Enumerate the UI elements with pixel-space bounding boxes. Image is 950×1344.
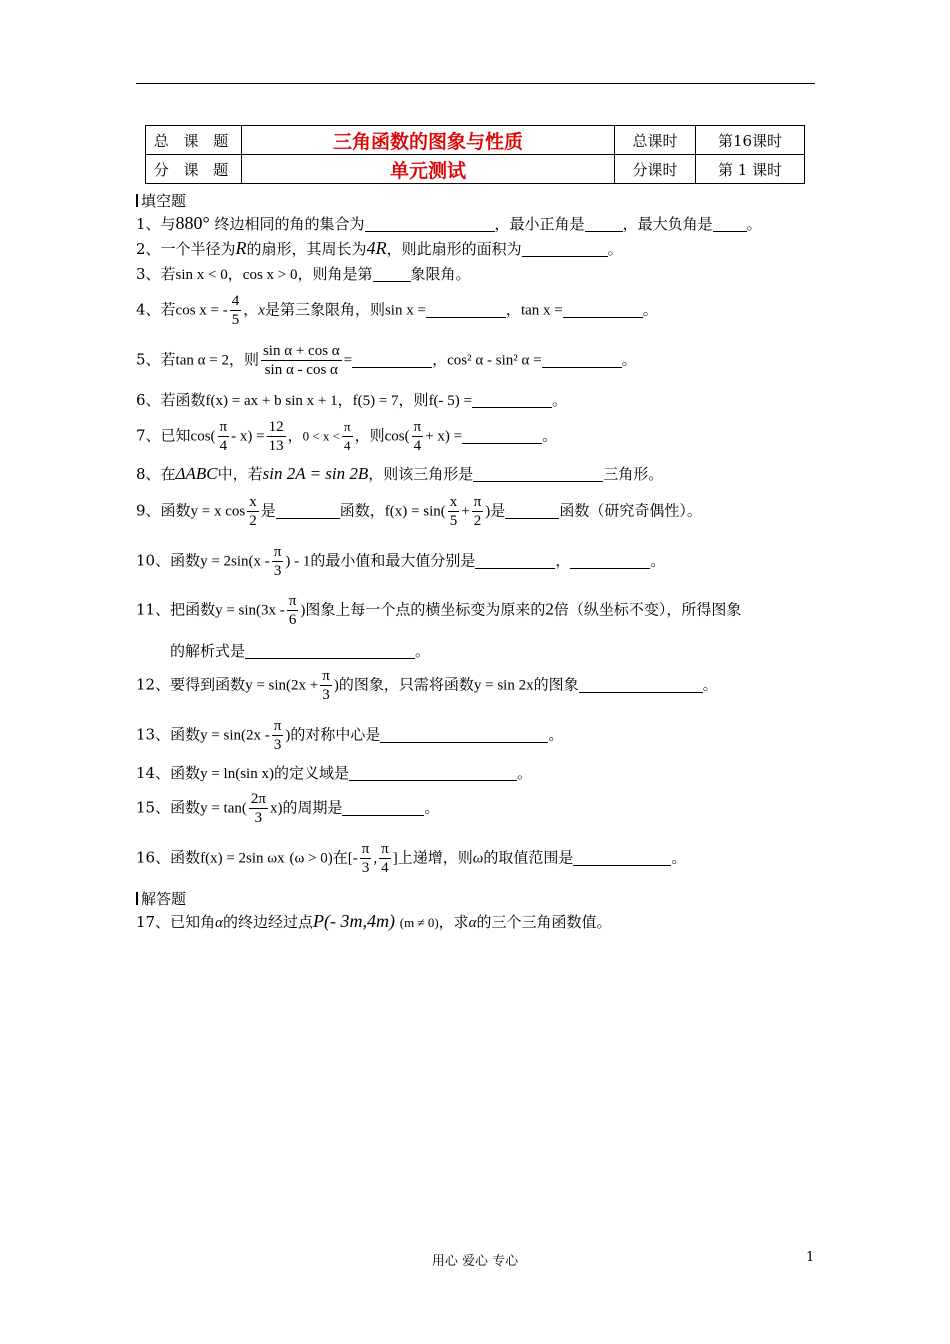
- question-text: 中，若: [217, 465, 263, 483]
- question-text: 。: [552, 391, 568, 409]
- question-text: 2: [249, 513, 257, 529]
- header-row-total: [146, 126, 805, 155]
- question-text: 3: [273, 563, 282, 579]
- question-text: 倍（纵坐标不变），所得图象: [553, 600, 742, 619]
- fraction: [360, 840, 372, 877]
- question-text: 13、函数: [136, 725, 201, 744]
- question-text: π: [473, 494, 482, 510]
- question-text: y = tan(: [200, 800, 247, 817]
- question-text: 。: [642, 300, 658, 319]
- question-text: 。: [516, 764, 532, 782]
- fraction: [230, 292, 242, 329]
- question-text: 4: [231, 293, 240, 309]
- question-text: 3、若: [136, 265, 176, 283]
- question-text: 7、已知: [136, 426, 191, 445]
- question-text: (m ≠ 0): [399, 915, 439, 930]
- question-10: [136, 543, 826, 580]
- question-text: 象限角。: [410, 265, 471, 283]
- question-text: 是第三象限角，则: [264, 300, 385, 319]
- question-text: sin 2A = sin 2B: [262, 464, 369, 483]
- question-text: f(5) = 7: [352, 393, 399, 409]
- answer-blank: [505, 503, 559, 519]
- question-5: [136, 342, 826, 379]
- question-14: [136, 762, 826, 783]
- question-text: x): [269, 800, 283, 817]
- question-text: f(- 5) =: [428, 393, 473, 409]
- question-text: 14、函数: [136, 764, 201, 782]
- question-text: ): [333, 677, 339, 694]
- answer-blank: [563, 302, 643, 318]
- question-text: 3: [361, 860, 370, 876]
- question-1: [136, 213, 826, 234]
- question-text: R: [235, 238, 247, 258]
- question-text: 12、要得到函数: [136, 675, 246, 694]
- question-text: 1、与: [136, 215, 176, 233]
- section-marker: [136, 892, 138, 905]
- question-text: 2: [545, 599, 554, 619]
- question-text: 的周期是: [282, 798, 343, 817]
- question-text: +: [461, 503, 470, 520]
- question-text: π: [288, 593, 297, 609]
- header-row-sub: [146, 155, 805, 184]
- question-text: ): [485, 503, 491, 520]
- question-text: 12: [268, 419, 284, 435]
- question-text: ): [300, 602, 306, 619]
- question-text: ，: [227, 265, 243, 283]
- answer-blank: [365, 216, 495, 232]
- question-text: 的图象，只需将函数: [338, 675, 474, 694]
- question-text: x: [449, 494, 458, 510]
- question-text: 的取值范围是: [483, 848, 574, 867]
- question-text: y = sin(2x -: [200, 727, 270, 744]
- question-text: π: [219, 419, 228, 435]
- question-text: 在: [332, 848, 348, 867]
- question-text: sin x < 0: [175, 267, 228, 283]
- question-text: 函数（研究奇偶性）。: [559, 501, 702, 520]
- question-text: 的最小值和最大值分别是: [310, 551, 476, 570]
- section-title: 填空题: [141, 192, 187, 210]
- question-text: f(x) = 2sin ωx: [200, 850, 285, 867]
- lesson-header-table: [145, 125, 805, 184]
- fraction: [249, 790, 268, 827]
- question-text: tan α = 2: [175, 352, 229, 369]
- question-text: 。: [702, 675, 718, 694]
- question-text: 是: [490, 501, 506, 520]
- question-text: 3: [322, 687, 330, 703]
- question-text: cos x = -: [175, 302, 228, 319]
- question-text: 5、若: [136, 350, 176, 369]
- answer-blank: [352, 352, 432, 368]
- question-2: [136, 238, 826, 259]
- total-hours-value: 第16课时: [696, 126, 805, 155]
- question-text: π: [273, 718, 282, 734]
- question-text: ，: [432, 350, 448, 369]
- question-text: 上递增，则: [397, 848, 473, 867]
- question-text: 的对称中心是: [290, 725, 381, 744]
- question-text: ω: [472, 850, 484, 867]
- question-text: =: [343, 352, 353, 369]
- question-text: 的图象: [533, 675, 579, 694]
- question-15: [136, 790, 826, 827]
- question-text: sin x =: [384, 302, 426, 319]
- question-text: 5: [449, 513, 458, 529]
- question-text: 。: [607, 240, 623, 258]
- label-sub-topic: 分 课 题: [146, 155, 242, 184]
- answer-blank: [426, 302, 506, 318]
- answer-blank: [472, 392, 552, 408]
- question-text: 的定义域是: [273, 764, 349, 782]
- question-16: [136, 840, 826, 877]
- question-text: 函数，: [339, 501, 385, 520]
- question-text: 6: [288, 612, 297, 628]
- question-text: 。: [548, 725, 564, 744]
- fraction: [247, 493, 259, 530]
- question-text: P(- 3m,4m): [312, 911, 395, 931]
- question-text: 三角形。: [603, 465, 664, 483]
- fraction: [379, 840, 391, 877]
- question-7: [136, 418, 826, 455]
- question-text: 13: [268, 438, 284, 454]
- question-text: 的终边经过点: [222, 913, 313, 931]
- question-text: ,: [373, 850, 378, 867]
- question-text: 的三个三角函数值。: [476, 913, 612, 931]
- fraction: [261, 342, 342, 379]
- question-text: (ω > 0): [289, 850, 333, 867]
- question-text: α: [215, 915, 223, 931]
- question-11: [136, 592, 826, 629]
- question-text: cos(: [384, 428, 410, 445]
- question-text: y = ln(sin x): [200, 766, 274, 782]
- section-answer: [136, 888, 186, 909]
- question-text: y = sin(3x -: [215, 602, 285, 619]
- question-text: 15、函数: [136, 798, 201, 817]
- fraction: [267, 418, 286, 455]
- fraction: [272, 543, 284, 580]
- question-text: 4: [381, 860, 389, 876]
- question-text: 。: [650, 551, 666, 570]
- question-text: 4、若: [136, 300, 176, 319]
- question-11-line-2: [170, 640, 860, 661]
- question-12: [136, 667, 826, 704]
- question-text: ，: [287, 426, 303, 445]
- question-text: 2π: [250, 791, 266, 807]
- question-text: ，则: [228, 350, 259, 369]
- section-marker: [136, 194, 138, 207]
- answer-blank: [473, 466, 603, 482]
- top-rule: [136, 83, 815, 84]
- question-text: ，求: [438, 913, 469, 931]
- answer-blank: [373, 266, 411, 282]
- fraction: [412, 418, 424, 455]
- answer-blank: [475, 553, 555, 569]
- question-3: [136, 263, 826, 284]
- question-text: 终边相同的角的集合为: [214, 215, 365, 233]
- question-text: 的解析式是: [170, 642, 246, 660]
- question-text: y = sin(2x +: [245, 677, 319, 694]
- question-text: π: [381, 841, 389, 857]
- question-text: + x) =: [425, 428, 463, 445]
- answer-blank: [579, 677, 703, 693]
- question-text: [-: [347, 850, 358, 867]
- answer-blank: [462, 428, 542, 444]
- question-text: f(x) = ax + b sin x + 1: [205, 393, 338, 409]
- question-text: 图象上每一个点的横坐标变为原来的: [305, 600, 546, 619]
- question-text: 4: [344, 438, 351, 453]
- page-footer: 用心 爱心 专心: [431, 1254, 519, 1269]
- question-text: ，则该三角形是: [368, 465, 474, 483]
- answer-blank: [713, 216, 747, 232]
- section-title: 解答题: [141, 890, 187, 908]
- question-text: 6、若函数: [136, 391, 206, 409]
- question-text: 11、把函数: [136, 600, 216, 619]
- question-text: 。: [415, 642, 431, 660]
- answer-blank: [522, 241, 608, 257]
- fraction: [272, 717, 284, 754]
- question-text: f(x) = sin(: [384, 503, 446, 520]
- answer-blank: [542, 352, 622, 368]
- question-text: x: [249, 494, 257, 510]
- question-text: 。: [746, 215, 762, 233]
- question-text: α: [468, 915, 477, 931]
- question-text: 。: [424, 798, 440, 817]
- question-4: [136, 292, 826, 329]
- question-text: π: [273, 544, 282, 560]
- question-text: 8、在: [136, 465, 176, 483]
- question-text: y = x cos: [190, 503, 246, 520]
- question-text: sin α - cos α: [264, 362, 338, 378]
- sub-hours-value: 第 1 课时: [696, 155, 805, 184]
- question-text: 4: [413, 438, 422, 454]
- question-text: 16、函数: [136, 848, 201, 867]
- question-text: 4R: [366, 238, 387, 258]
- question-17: [136, 911, 826, 932]
- question-text: 2: [473, 513, 482, 529]
- question-text: ，则角是第: [297, 265, 373, 283]
- answer-blank: [585, 216, 623, 232]
- question-text: cos² α - sin² α =: [447, 352, 542, 369]
- question-text: π: [413, 419, 422, 435]
- question-text: 5: [231, 312, 240, 328]
- answer-blank: [570, 553, 650, 569]
- question-text: 9、函数: [136, 501, 191, 520]
- question-text: π: [342, 418, 353, 437]
- question-text: 0 < x <: [302, 428, 341, 444]
- page-number: 1: [806, 1250, 815, 1265]
- answer-blank: [342, 800, 424, 816]
- question-text: π: [322, 668, 330, 684]
- question-text: 880°: [175, 213, 210, 233]
- answer-blank: [380, 727, 548, 743]
- question-text: ，: [337, 391, 353, 409]
- answer-blank: [276, 503, 340, 519]
- question-text: ) - 1: [285, 553, 311, 570]
- question-text: 10、函数: [136, 551, 201, 570]
- label-total-hours: 总课时: [615, 126, 696, 155]
- label-sub-hours: 分课时: [615, 155, 696, 184]
- question-text: 17、已知角: [136, 913, 216, 931]
- question-text: ，最小正角是: [494, 215, 585, 233]
- fraction: [342, 418, 353, 455]
- fraction: [472, 493, 484, 530]
- question-text: 2、一个半径为: [136, 240, 236, 258]
- question-text: ΔABC: [175, 464, 218, 483]
- question-text: ]: [392, 850, 398, 867]
- question-text: ，则: [354, 426, 385, 445]
- question-text: ，则: [398, 391, 429, 409]
- question-text: y = 2sin(x -: [200, 553, 270, 570]
- question-text: 的扇形，其周长为: [246, 240, 367, 258]
- question-6: [136, 389, 826, 410]
- question-text: tan x =: [520, 302, 563, 319]
- question-text: 。: [671, 848, 687, 867]
- question-text: 是: [260, 501, 276, 520]
- question-text: 4: [219, 438, 228, 454]
- question-text: π: [361, 841, 370, 857]
- question-text: ，: [555, 551, 571, 570]
- question-text: 。: [542, 426, 558, 445]
- fraction: [448, 493, 460, 530]
- question-text: cos x > 0: [242, 267, 298, 283]
- answer-blank: [349, 765, 517, 781]
- question-text: y = sin 2x: [473, 677, 534, 694]
- question-text: - x) =: [231, 428, 265, 445]
- question-8: [136, 463, 826, 484]
- fraction: [320, 667, 332, 704]
- question-text: ，则此扇形的面积为: [386, 240, 522, 258]
- sub-topic-title: 单元测试: [242, 155, 615, 184]
- question-text: ): [285, 727, 291, 744]
- question-text: 。: [621, 350, 637, 369]
- question-text: ，: [505, 300, 521, 319]
- question-text: ，最大负角是: [622, 215, 713, 233]
- question-13: [136, 717, 826, 754]
- fraction: [287, 592, 299, 629]
- question-text: sin α + cos α: [262, 343, 340, 359]
- label-total-topic: 总 课 题: [146, 126, 242, 155]
- question-text: ，: [243, 300, 259, 319]
- question-text: 3: [254, 810, 263, 826]
- question-text: x: [258, 302, 265, 319]
- question-text: 3: [273, 737, 282, 753]
- fraction: [218, 418, 230, 455]
- question-9: [136, 493, 826, 530]
- question-text: cos(: [190, 428, 216, 445]
- answer-blank: [245, 643, 415, 659]
- section-fill-in: [136, 190, 186, 211]
- total-topic-title: 三角函数的图象与性质: [242, 126, 615, 155]
- answer-blank: [573, 850, 671, 866]
